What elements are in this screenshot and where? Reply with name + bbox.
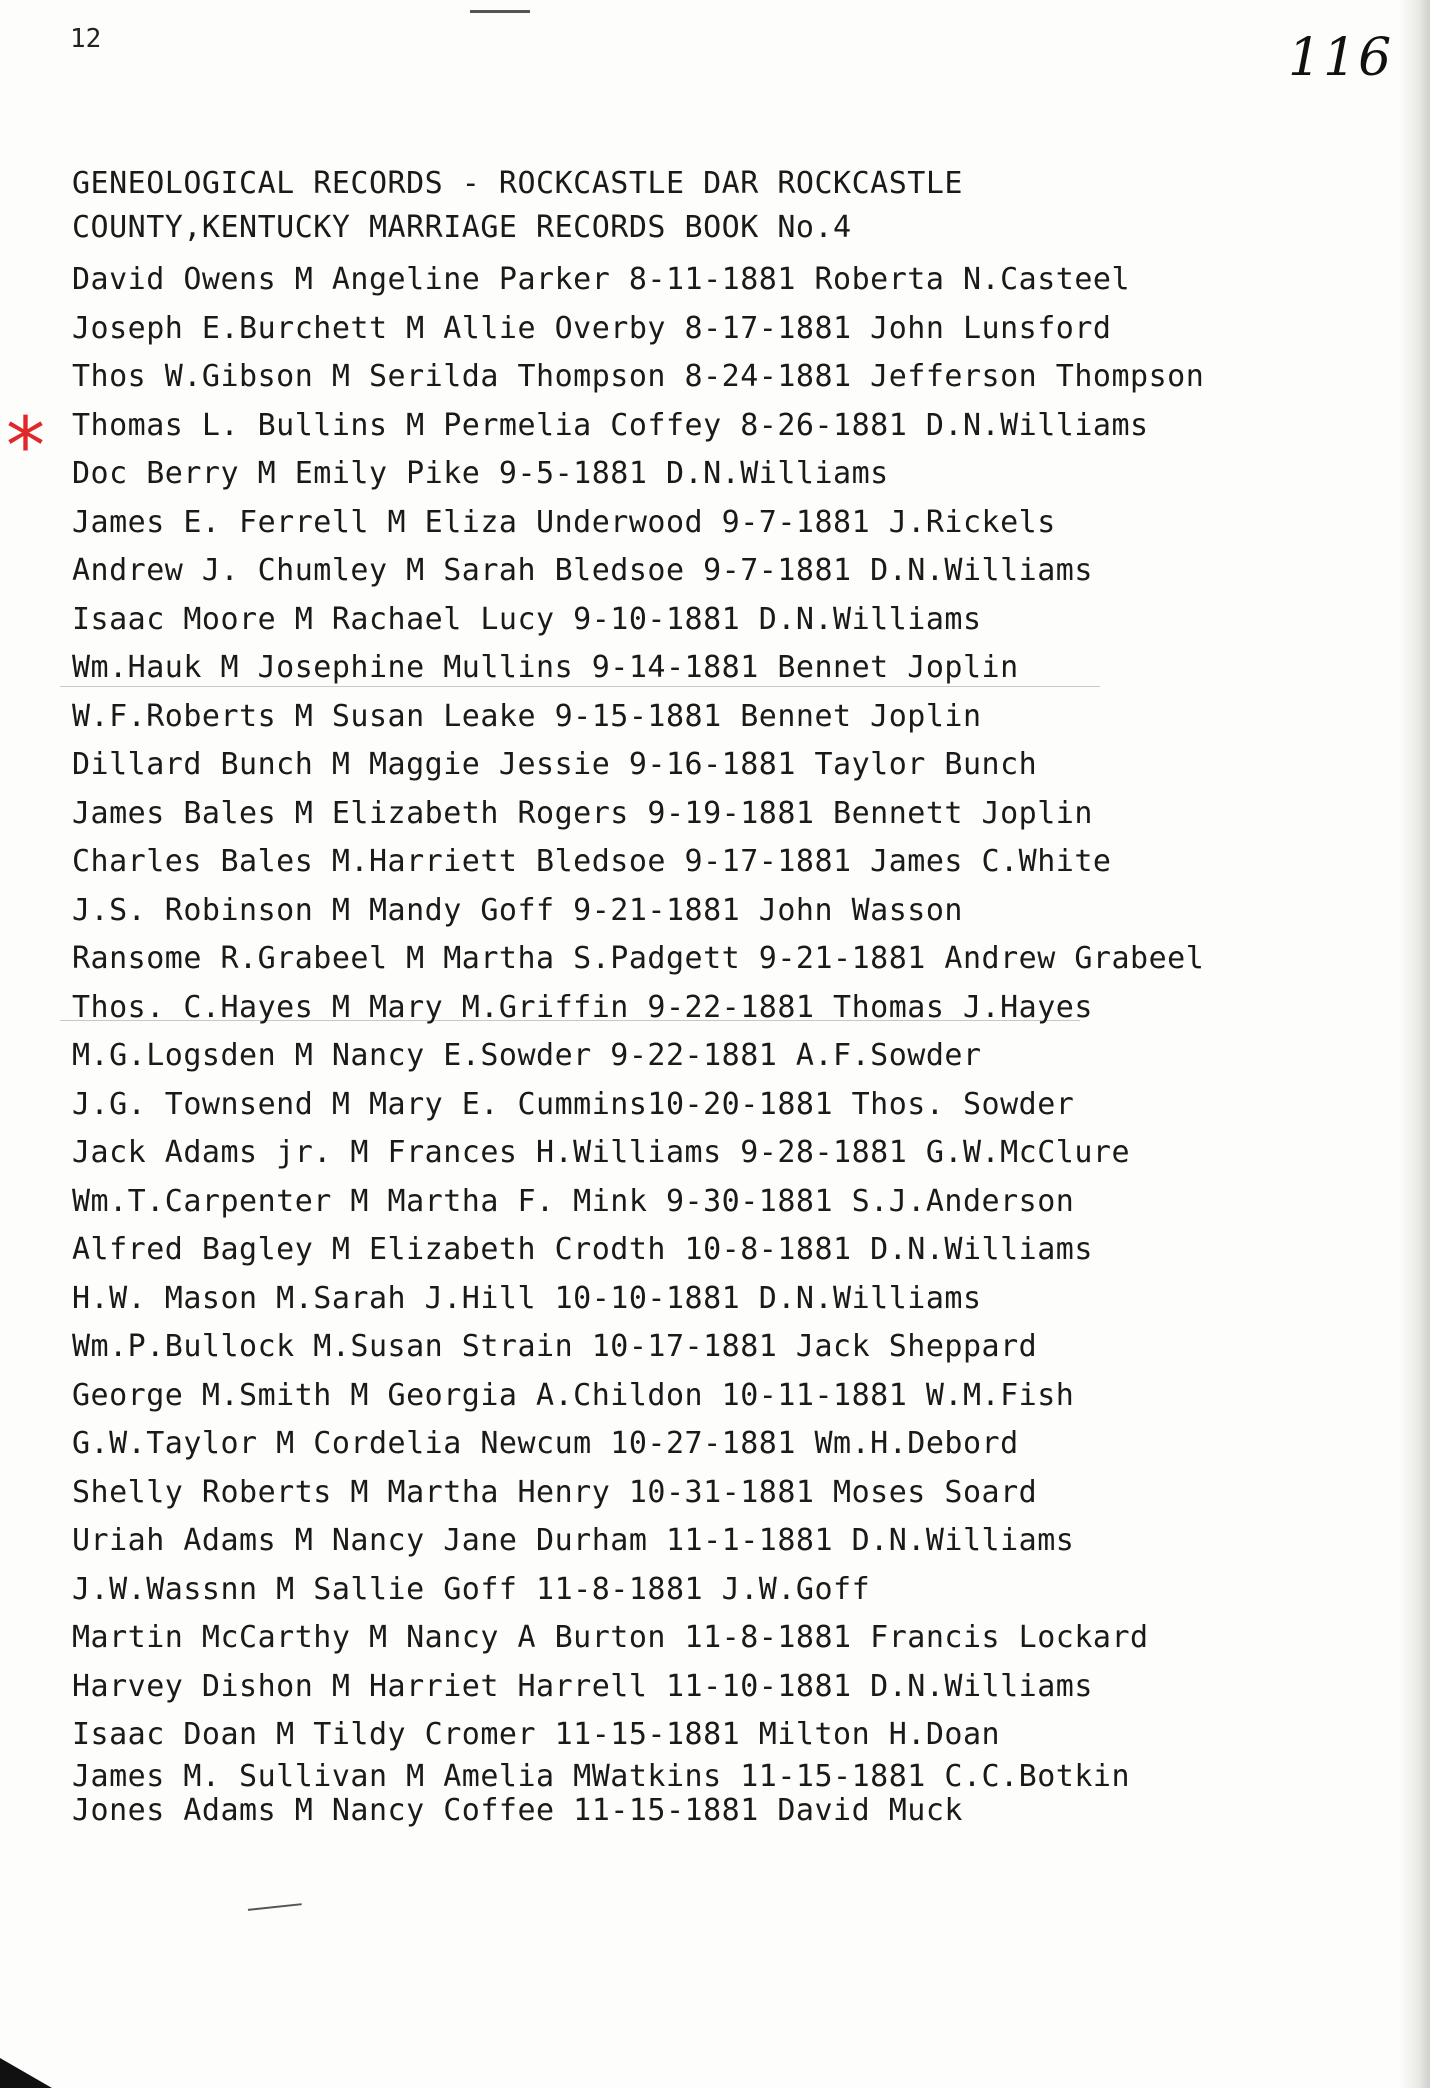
- list-item: Wm.Hauk M Josephine Mullins 9-14-1881 Bennet Joplin: [72, 650, 1019, 685]
- list-item: W.F.Roberts M Susan Leake 9-15-1881 Bennet Joplin: [72, 698, 982, 734]
- list-item: Alfred Bagley M Elizabeth Crodth 10-8-1881 D.N.Williams: [72, 1232, 1093, 1267]
- list-item: David Owens M Angeline Parker 8-11-1881 Roberta N.Casteel: [72, 262, 1131, 297]
- list-item: Harvey Dishon M Harriet Harrell 11-10-1881 D.N.Williams: [72, 1668, 1093, 1704]
- red-asterisk-mark: *: [6, 402, 45, 492]
- list-item: Dillard Bunch M Maggie Jessie 9-16-1881 Taylor Bunch: [72, 747, 1038, 782]
- marriage-records-list: [72, 256, 1204, 1828]
- title-line-2: COUNTY,KENTUCKY MARRIAGE RECORDS BOOK No.4: [72, 210, 852, 245]
- pen-scribble: [248, 1903, 302, 1915]
- list-item: H.W. Mason M.Sarah J.Hill 10-10-1881 D.N.Williams: [72, 1280, 982, 1316]
- list-item: Wm.P.Bullock M.Susan Strain 10-17-1881 Jack Sheppard: [72, 1329, 1038, 1364]
- list-item: Jack Adams jr. M Frances H.Williams 9-28-1881 G.W.McClure: [72, 1135, 1131, 1170]
- list-item: Martin McCarthy M Nancy A Burton 11-8-1881 Francis Lockard: [72, 1620, 1149, 1655]
- top-mark: [470, 10, 530, 13]
- list-item: Ransome R.Grabeel M Martha S.Padgett 9-21-1881 Andrew Grabeel: [72, 941, 1205, 976]
- list-item: Jones Adams M Nancy Coffee 11-15-1881 David Muck: [72, 1792, 963, 1828]
- list-item: G.W.Taylor M Cordelia Newcum 10-27-1881 Wm.H.Debord: [72, 1426, 1019, 1461]
- list-item: J.W.Wassnn M Sallie Goff 11-8-1881 J.W.Goff: [72, 1571, 871, 1607]
- list-item: Thomas L. Bullins M Permelia Coffey 8-26-1881 D.N.Williams: [72, 407, 1149, 443]
- list-item: Shelly Roberts M Martha Henry 10-31-1881 Moses Soard: [72, 1474, 1038, 1510]
- list-item: James E. Ferrell M Eliza Underwood 9-7-1881 J.Rickels: [72, 504, 1056, 540]
- handwritten-page-number: 116: [1288, 28, 1394, 88]
- list-item: Uriah Adams M Nancy Jane Durham 11-1-1881 D.N.Williams: [72, 1523, 1075, 1558]
- list-item: Doc Berry M Emily Pike 9-5-1881 D.N.Williams: [72, 456, 889, 491]
- list-item: Isaac Moore M Rachael Lucy 9-10-1881 D.N.Williams: [72, 601, 982, 637]
- scan-corner: [0, 2058, 52, 2088]
- title-line-1: GENEOLOGICAL RECORDS - ROCKCASTLE DAR ROCKCASTLE: [72, 166, 963, 201]
- list-item: J.G. Townsend M Mary E. Cummins10-20-1881 Thos. Sowder: [72, 1086, 1075, 1122]
- list-item: Joseph E.Burchett M Allie Overby 8-17-1881 John Lunsford: [72, 310, 1112, 346]
- list-item: Isaac Doan M Tildy Cromer 11-15-1881 Milton H.Doan: [72, 1717, 1001, 1752]
- list-item: J.S. Robinson M Mandy Goff 9-21-1881 John Wasson: [72, 892, 963, 928]
- page-number: 12: [70, 24, 102, 54]
- list-item: George M.Smith M Georgia A.Childon 10-11-1881 W.M.Fish: [72, 1377, 1075, 1413]
- title-block: [72, 162, 963, 250]
- scan-edge-shadow: [1400, 0, 1430, 2088]
- list-item: Thos W.Gibson M Serilda Thompson 8-24-1881 Jefferson Thompson: [72, 359, 1205, 394]
- list-item: James Bales M Elizabeth Rogers 9-19-1881 Bennett Joplin: [72, 795, 1093, 831]
- list-item: Charles Bales M.Harriett Bledsoe 9-17-1881 James C.White: [72, 844, 1112, 879]
- list-item: Wm.T.Carpenter M Martha F. Mink 9-30-1881 S.J.Anderson: [72, 1183, 1075, 1219]
- list-item: Andrew J. Chumley M Sarah Bledsoe 9-7-1881 D.N.Williams: [72, 553, 1093, 588]
- list-item: Thos. C.Hayes M Mary M.Griffin 9-22-1881 Thomas J.Hayes: [72, 989, 1093, 1025]
- list-item: James M. Sullivan M Amelia MWatkins 11-15-1881 C.C.Botkin: [72, 1758, 1131, 1794]
- list-item: M.G.Logsden M Nancy E.Sowder 9-22-1881 A.F.Sowder: [72, 1038, 982, 1073]
